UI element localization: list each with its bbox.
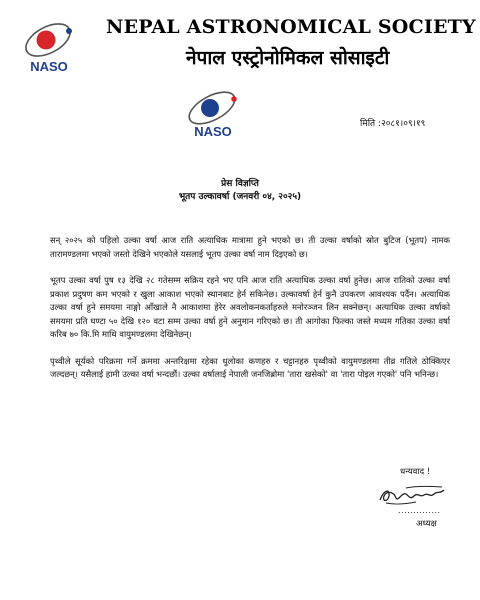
signature-line: .............. xyxy=(398,506,441,515)
org-name-english: NEPAL ASTRONOMICAL SOCIETY xyxy=(106,16,476,38)
paragraph: पृथ्वीले सूर्यको परिक्रमा गर्ने क्रममा अन्तरिक्षमा रहेका धुलोका कणहरु र चट्टानहरु पृथ्वीको वायुमण्डलमा तीव्र गतिले ठोक्किएर जल्दछन्। यसैलाई हामी उल्का वर्षा भन्दछौं। उल्का वर्षालाई नेपाली जनजिब्रोमा 'तारा खसेको' वा 'तारा पोइल गएको' पनि भनिन्छ। xyxy=(50,355,450,379)
signature-image xyxy=(376,482,448,508)
orbit-logo-icon xyxy=(20,18,78,76)
logo-text: NASO xyxy=(194,124,232,139)
paragraph: सन् २०२५ को पहिलो उल्का वर्षा आज राति अत्याधिक मात्रामा हुने भएको छ। ती उल्का वर्षाको स्रोत बुटिज (भूतप) नामक तारामण्डलमा भएको जस्तो देखिने भएकोले यसलाई भूतप उल्का वर्षा नाम दिइएको छ। xyxy=(50,235,450,259)
orbit-logo-icon xyxy=(182,88,244,140)
signer-title: अध्यक्ष xyxy=(416,519,437,529)
press-release-title: प्रेस विज्ञप्ति xyxy=(221,179,259,189)
paragraph: भूतप उल्का वर्षा पुष १३ देखि २८ गतेसम्म सक्रिय रहने भए पनि आज राति अत्याधिक उल्का वर्षा हुनेछ। आज रातिको उल्का वर्षा प्रकाश प्रदुषण कम भएको र खुला आकाश भएको स्थानबाट हेर्न सकिनेछ। उल्कावर्षा हेर्न कुनै उपकरण आवश्यक पर्दैन। अत्याधिक उल्का वर्षा हुने समयमा नाङ्गो आँखाले नै आकाशमा हेरेर अवलोकनकर्ताहरुले मनोरञ्जन लिन सक्नेछन्। अत्याधिक उल्का वर्षाको समयमा प्रति घण्टा ५० देखि १२० वटा सम्म उल्का वर्षा हुने अनुमान गरिएको छ। ती आगोका फिल्का जस्ते मध्यम गतिका उल्का वर्षा करिब ७० कि.मि माथि वायुमण्डलमा देखिनेछन्। xyxy=(50,275,450,339)
org-name-nepali: नेपाल एस्ट्रोनोमिकल सोसाइटी xyxy=(186,47,390,69)
press-release-subtitle: भूतप उल्कावर्षा (जनवरी ०४, २०२५) xyxy=(178,192,302,202)
date-line: मिति :२०८१।०९।१९ xyxy=(360,119,426,129)
heading-block xyxy=(0,178,480,204)
logo-text: NASO xyxy=(30,59,68,74)
body-text xyxy=(50,234,450,395)
thanks-text: धन्यवाद ! xyxy=(400,467,431,477)
